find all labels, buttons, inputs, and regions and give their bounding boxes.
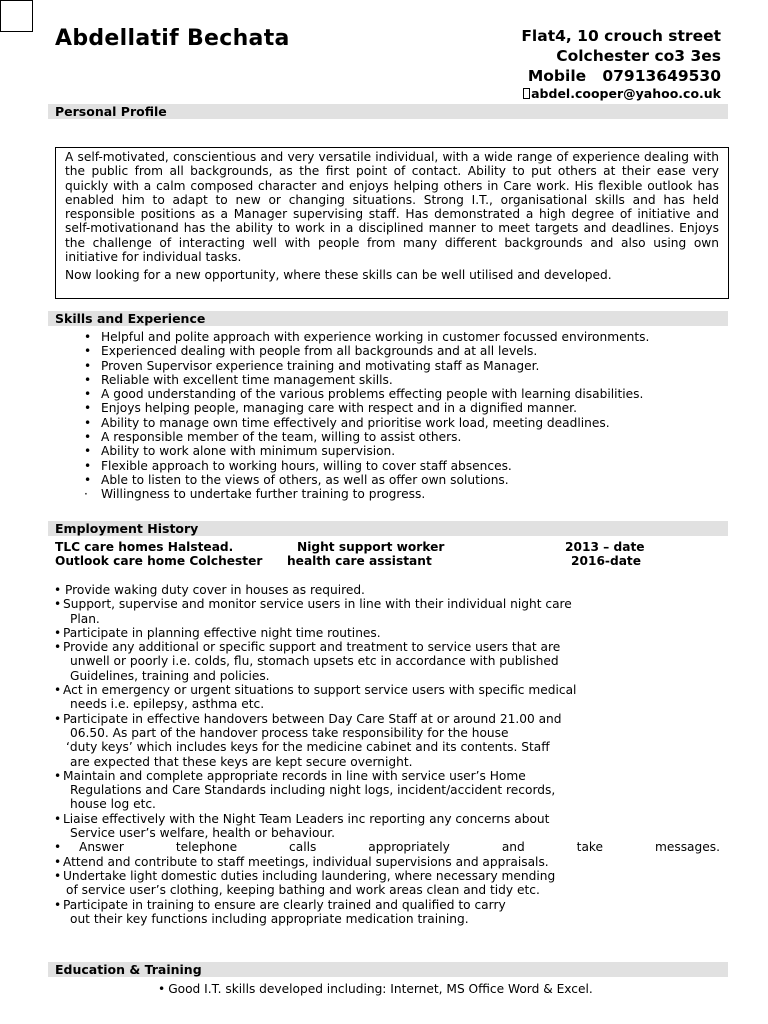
job-employer: TLC care homes Halstead. <box>55 540 234 554</box>
job-employer: Outlook care home Colchester <box>55 554 263 568</box>
list-item <box>54 640 720 683</box>
list-item <box>54 869 720 898</box>
duty-text: Support, supervise and monitor service users in line with their individual night care <box>63 597 572 612</box>
list-item <box>54 626 720 640</box>
duty-word: telephone <box>175 840 238 855</box>
candidate-name: Abdellatif Bechata <box>55 26 290 51</box>
list-item: • Reliable with excellent time management skills. <box>84 373 649 387</box>
duty-text: Service user’s welfare, health or behaviour. <box>70 826 335 841</box>
job-row <box>55 540 720 554</box>
duty-text: Guidelines, training and policies. <box>70 668 270 683</box>
list-item <box>54 683 720 712</box>
duty-text: out their key functions including appropriate medication training. <box>70 911 469 926</box>
list-item <box>54 712 720 769</box>
list-item <box>54 840 720 854</box>
list-item <box>54 597 720 626</box>
duty-word: calls <box>289 840 317 855</box>
corner-box <box>0 0 33 32</box>
section-personal-profile: Personal Profile <box>48 104 728 119</box>
duty-text: are expected that these keys are kept secure overnight. <box>70 754 413 769</box>
list-item <box>54 855 720 869</box>
duty-text: Act in emergency or urgent situations to support service users with specific medical <box>63 683 577 698</box>
duty-text: 06.50. As part of the handover process take responsibility for the house <box>70 725 509 740</box>
duty-text: Plan. <box>70 611 100 626</box>
duty-text: Maintain and complete appropriate records in line with service user’s Home <box>63 768 526 783</box>
job-dates: 2016-date <box>571 554 642 568</box>
duty-text: of service user’s clothing, keeping bathing and work areas clean and tidy etc. <box>66 883 540 898</box>
job-row <box>55 554 720 568</box>
list-item: • Proven Supervisor experience training and motivating staff as Manager. <box>84 359 649 373</box>
profile-paragraph-2: Now looking for a new opportunity, where these skills can be well utilised and developed. <box>65 268 612 283</box>
list-item <box>54 769 720 812</box>
duty-word: appropriately <box>368 840 450 855</box>
duty-word: • Answer <box>79 840 124 855</box>
address-line-1: Flat4, 10 crouch street <box>521 27 721 45</box>
list-item: • Flexible approach to working hours, willing to cover staff absences. <box>84 459 649 473</box>
list-item: • Enjoys helping people, managing care with respect and in a dignified manner. <box>84 401 649 415</box>
phone-icon <box>523 88 530 99</box>
duty-word: messages. <box>654 840 720 855</box>
list-item: • Able to listen to the views of others, as well as offer own solutions. <box>84 473 649 487</box>
duty-word: and <box>501 840 525 855</box>
list-item: · Willingness to undertake further training to progress. <box>84 487 649 501</box>
job-role: Night support worker <box>297 540 445 554</box>
duties-list <box>54 583 720 926</box>
duty-text: Participate in effective handovers between Day Care Staff at or around 21.00 and <box>63 711 562 726</box>
list-item: • Helpful and polite approach with experience working in customer focussed environments. <box>84 330 649 344</box>
list-item: • Good I.T. skills developed including: Internet, MS Office Word & Excel. <box>158 982 593 996</box>
list-item: • A good understanding of the various problems effecting people with learning disabilities. <box>84 387 649 401</box>
list-item: • Ability to manage own time effectively and prioritise work load, meeting deadlines. <box>84 416 649 430</box>
employment-table <box>55 540 720 568</box>
profile-paragraph-1: A self-motivated, conscientious and very versatile individual, with a wide range of experience dealing with the public from all backgrounds, as the first point of contact. Ability to put others at their ease very quickly with a calm composed character and enjoys helping others in Care work. His flexible outlook has enabled him to adapt to new or changing situations. Strong I.T., organisational skills and has held responsible positions as a Manager supervising staff. Has demonstrated a high degree of initiative and self-motivationand has the ability to work in a disciplined manner to meet targets and deadlines. Enjoys the challenge of interacting well with people from many different backgrounds and also using own initiative for individual tasks. <box>65 150 719 265</box>
duty-text: Provide waking duty cover in houses as required. <box>65 583 365 597</box>
duty-text: Attend and contribute to staff meetings, individual supervisions and appraisals. <box>63 854 549 869</box>
email-address: abdel.cooper@yahoo.co.uk <box>531 86 721 101</box>
list-item: • A responsible member of the team, willing to assist others. <box>84 430 649 444</box>
list-item: • Experienced dealing with people from all backgrounds and at all levels. <box>84 344 649 358</box>
profile-box <box>55 147 729 299</box>
list-item: • Ability to work alone with minimum supervision. <box>84 444 649 458</box>
job-role: health care assistant <box>287 554 432 568</box>
list-item <box>54 583 720 597</box>
duty-text: unwell or poorly i.e. colds, flu, stomach upsets etc in accordance with published <box>70 654 559 669</box>
list-item <box>54 812 720 841</box>
duty-text: Participate in training to ensure are clearly trained and qualified to carry <box>63 897 506 912</box>
duty-text: Provide any additional or specific support and treatment to service users that are <box>63 640 561 655</box>
mobile-number: Mobile 07913649530 <box>527 67 721 85</box>
duty-text: Regulations and Care Standards including night logs, incident/accident records, <box>70 783 556 798</box>
skills-list <box>84 330 649 502</box>
section-education: Education & Training <box>48 962 728 977</box>
job-dates: 2013 – date <box>565 540 645 554</box>
contact-block <box>521 26 721 102</box>
duty-text: house log etc. <box>70 797 156 812</box>
section-skills: Skills and Experience <box>48 311 728 326</box>
email-line <box>521 86 721 102</box>
section-employment: Employment History <box>48 521 728 536</box>
duty-text: Liaise effectively with the Night Team Leaders inc reporting any concerns about <box>63 811 550 826</box>
list-item <box>54 898 720 927</box>
duty-text: Participate in planning effective night time routines. <box>63 625 381 640</box>
address-line-2: Colchester co3 3es <box>556 47 721 65</box>
duty-text: needs i.e. epilepsy, asthma etc. <box>70 697 265 712</box>
duty-text: ‘duty keys’ which includes keys for the medicine cabinet and its contents. Staff <box>66 740 550 755</box>
duty-text: Undertake light domestic duties including laundering, where necessary mending <box>63 868 556 883</box>
duty-word: take <box>576 840 604 855</box>
